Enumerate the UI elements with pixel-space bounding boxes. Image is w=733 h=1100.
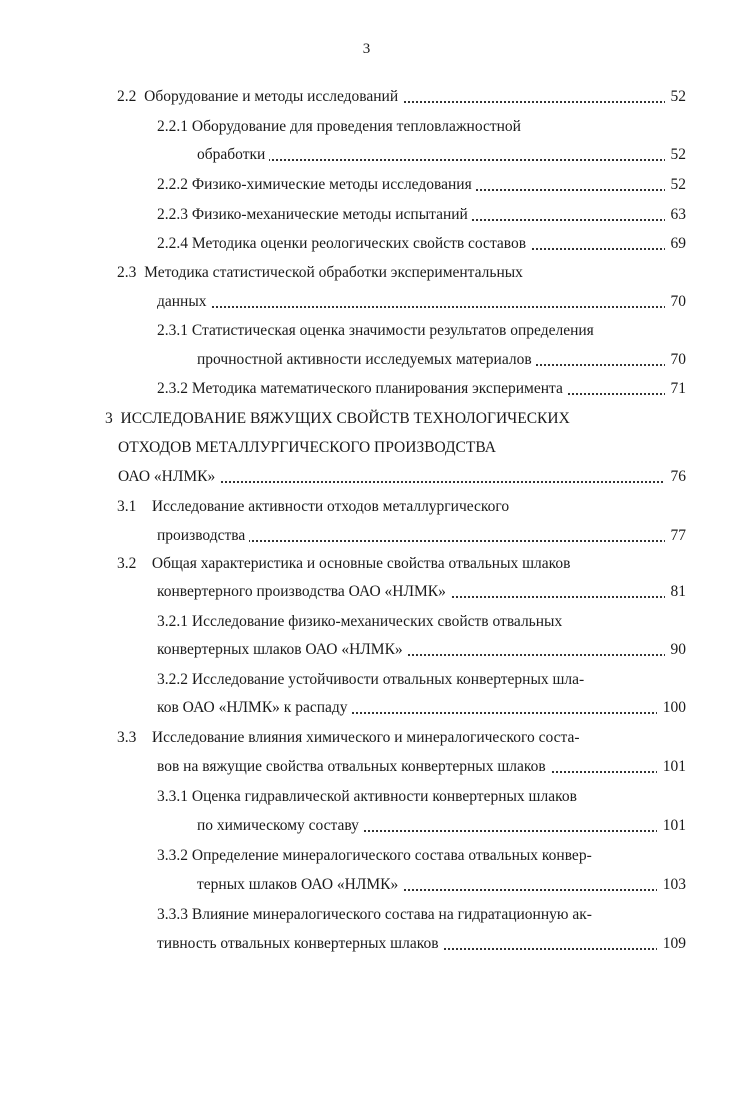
entry-page: 109 — [657, 933, 686, 955]
entry-title: Определение минералогического состава отвальных конвер- — [191, 847, 592, 864]
entry-page: 77 — [665, 525, 687, 547]
entry-number: 3.3 — [117, 729, 137, 746]
toc-entry — [157, 174, 686, 196]
entry-page: 63 — [665, 204, 687, 226]
toc-entry-line1 — [157, 845, 686, 867]
entry-title: Методика оценки реологических свойств составов — [191, 235, 527, 252]
entry-title-cont: ков ОАО «НЛМК» к распаду — [157, 697, 352, 719]
toc-entry — [117, 86, 686, 108]
entry-number: 2.3.1 — [157, 322, 188, 339]
toc-entry — [197, 815, 686, 837]
toc-entry-line1 — [157, 904, 686, 926]
entry-title-cont: тивность отвальных конвертерных шлаков — [157, 933, 443, 955]
toc-entry — [157, 933, 686, 955]
entry-title: Методика статистической обработки экспериментальных — [144, 264, 523, 281]
entry-number: 2.2.4 — [157, 235, 188, 252]
entry-number: 2.2.2 — [157, 176, 188, 193]
entry-number: 3.1 — [117, 498, 137, 515]
entry-number: 2.2 — [117, 88, 137, 105]
entry-number: 3 — [105, 410, 113, 427]
toc-entry-line1 — [157, 320, 686, 342]
entry-page: 69 — [665, 233, 687, 255]
toc-entry — [197, 874, 686, 896]
toc-entry-line1 — [157, 786, 686, 808]
toc-entry — [157, 233, 686, 255]
toc-entry — [197, 349, 686, 371]
entry-title: Методика математического планирования эксперимента — [191, 380, 563, 397]
toc-entry — [157, 378, 686, 400]
entry-title: ИССЛЕДОВАНИЕ ВЯЖУЩИХ СВОЙСТВ ТЕХНОЛОГИЧЕСКИХ — [120, 410, 570, 427]
entry-number: 3.2.2 — [157, 671, 188, 688]
entry-title-cont: обработки — [197, 144, 269, 166]
entry-title: Оборудование и методы исследований — [144, 88, 399, 105]
entry-title-cont: производства — [157, 525, 249, 547]
toc-entry-line1 — [157, 611, 686, 633]
toc-entry-line1 — [117, 496, 686, 518]
entry-number: 3.3.3 — [157, 906, 188, 923]
entry-title-cont: ОТХОДОВ МЕТАЛЛУРГИЧЕСКОГО ПРОИЗВОДСТВА — [118, 437, 500, 459]
entry-page: 71 — [665, 378, 687, 400]
entry-number: 3.2 — [117, 555, 137, 572]
entry-title: Влияние минералогического состава на гидратационную ак- — [191, 906, 592, 923]
entry-page: 76 — [665, 466, 687, 488]
toc-entry — [118, 466, 686, 488]
entry-title-cont: конвертерного производства ОАО «НЛМК» — [157, 581, 450, 603]
entry-title: Статистическая оценка значимости результатов определения — [191, 322, 594, 339]
entry-number: 2.2.1 — [157, 118, 188, 135]
toc-entry-line2 — [118, 437, 686, 459]
entry-title-cont: данных — [157, 291, 211, 313]
toc-entry-line1 — [117, 727, 686, 749]
entry-number: 2.2.3 — [157, 206, 188, 223]
entry-title-cont: прочностной активности исследуемых материалов — [197, 349, 536, 371]
toc-entry — [157, 204, 686, 226]
toc-entry-line1 — [117, 553, 686, 575]
entry-title-cont2: ОАО «НЛМК» — [118, 466, 219, 488]
entry-page: 52 — [665, 174, 687, 196]
toc-entry-line1 — [105, 408, 686, 430]
entry-page: 101 — [657, 756, 686, 778]
entry-number: 3.3.2 — [157, 847, 188, 864]
toc-entry — [157, 639, 686, 661]
entry-page: 70 — [665, 291, 687, 313]
toc-entry-line1 — [157, 116, 686, 138]
entry-page: 52 — [665, 144, 687, 166]
entry-page: 70 — [665, 349, 687, 371]
entry-title-cont: конвертерных шлаков ОАО «НЛМК» — [157, 639, 407, 661]
toc-entry — [157, 697, 686, 719]
entry-page: 100 — [657, 697, 686, 719]
entry-title-cont: терных шлаков ОАО «НЛМК» — [197, 874, 402, 896]
entry-number: 2.3 — [117, 264, 137, 281]
entry-page: 90 — [665, 639, 687, 661]
toc-entry — [157, 525, 686, 547]
toc-entry-line1 — [117, 262, 686, 284]
toc-entry — [157, 581, 686, 603]
entry-title-cont: вов на вяжущие свойства отвальных конвертерных шлаков — [157, 756, 550, 778]
entry-title: Исследование влияния химического и минералогического соста- — [151, 729, 580, 746]
entry-title: Оценка гидравлической активности конвертерных шлаков — [191, 788, 577, 805]
toc-entry-line1 — [157, 669, 686, 691]
toc-entry — [197, 144, 686, 166]
entry-number: 3.3.1 — [157, 788, 188, 805]
dot-leader — [157, 306, 686, 308]
dot-leader — [197, 159, 686, 161]
entry-page: 103 — [657, 874, 686, 896]
toc-entry — [157, 756, 686, 778]
entry-title: Исследование физико-механических свойств отвальных — [191, 613, 563, 630]
entry-page: 81 — [665, 581, 687, 603]
toc-entry — [157, 291, 686, 313]
entry-title: Исследование устойчивости отвальных конвертерных шла- — [191, 671, 585, 688]
entry-number: 2.3.2 — [157, 380, 188, 397]
entry-title: Оборудование для проведения тепловлажностной — [191, 118, 521, 135]
entry-title: Общая характеристика и основные свойства отвальных шлаков — [151, 555, 571, 572]
entry-page: 101 — [657, 815, 686, 837]
entry-page: 52 — [665, 86, 687, 108]
entry-number: 3.2.1 — [157, 613, 188, 630]
entry-title-cont: по химическому составу — [197, 815, 363, 837]
page-number: 3 — [362, 41, 371, 57]
entry-title: Физико-химические методы исследования — [191, 176, 472, 193]
entry-title: Физико-механические методы испытаний — [191, 206, 468, 223]
entry-title: Исследование активности отходов металлургического — [151, 498, 510, 515]
